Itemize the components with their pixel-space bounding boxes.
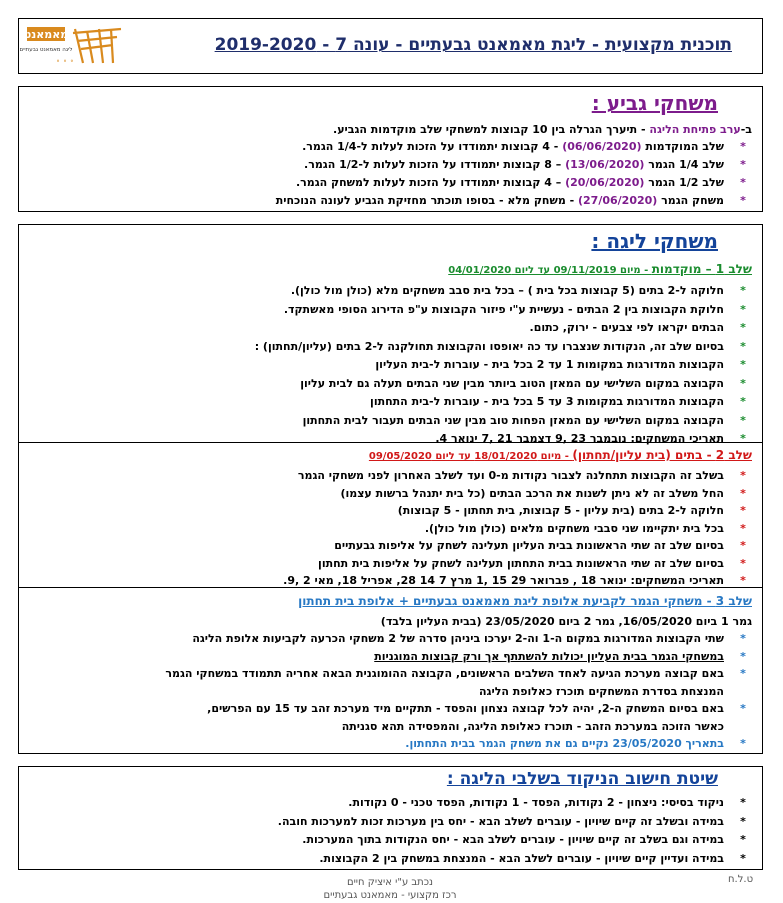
list-item: הקבוצה במקום השלישי עם המאזן הטוב ביותר מבין שני הבתים תעלה גם לבית עליון — [300, 376, 724, 390]
list-item: הקבוצות המדורגות במקומות 1 עד 2 בכל בית - עוברות ל-בית העליון — [375, 358, 724, 371]
list-item: תאריכי המשחקים: ינואר 18 , פברואר 29 15 ,1 מרץ 7 14 28, אפריל 18, מאי 2 ,9. — [283, 574, 724, 587]
bullet: * — [740, 814, 746, 828]
cup-section — [18, 86, 763, 212]
list-item: ניקוד בסיסי: ניצחון - 2 נקודות, הפסד - 1 נקודות, הפסד טכני - 0 נקודות. — [348, 796, 724, 809]
stage3-finals-line: גמר 1 ביום 16/05/2020, גמר 2 ביום 23/05/2020 (בבית העליון בלבד) — [380, 615, 752, 628]
cup-row-text: – 4 קבוצות יתמודדו על הזכות לעלות למשחק הגמר. — [295, 176, 566, 189]
cup-row — [302, 138, 724, 155]
list-item: בכל בית יתקיימו שני סבבי משחקים מלאים (כולן מול כולן). — [424, 521, 724, 535]
list-item: במידה וגם בשלב זה קיים שיויון - עוברים לשלב הבא - יחס הנקודות בתוך המערכות. — [302, 833, 724, 846]
cup-intro-highlight: ערב פתיחת הליגה — [649, 123, 741, 136]
list-item: הבתים יקראו לפי צבעים - ירוק, כתום. — [529, 321, 724, 334]
bullet: * — [740, 521, 746, 535]
cup-row-text: - 4 קבוצות יתמודדו על הזכות לעלות ל-1/4 הגמר. — [302, 140, 563, 153]
scoring-heading: שיטת חישוב הניקוד בשלבי הליגה : — [446, 769, 718, 789]
bullet: * — [740, 302, 746, 316]
bullet: * — [740, 649, 746, 663]
cup-intro-text: - תיערך הגרלה בין 10 קבוצות למשחקי שלב מוקדמות הגביע. — [333, 123, 650, 136]
bullet: * — [740, 556, 746, 570]
list-item: באם בסיום המשחק ה-2, יהיה לכל קבוצה נצחון והפסד - תתקיים מיד מערכת זהב עד 15 עם הפרשים, — [207, 702, 724, 715]
cup-row-stage: שלב 1/2 הגמר — [644, 176, 724, 189]
stage2-title-line — [369, 447, 752, 464]
footer-signoff: ט.ל.ח — [728, 874, 754, 885]
stage3-title: שלב 3 - משחקי הגמר לקביעת אלופת ליגת מאמאנט גבעתיים + אלופת בית תחתון — [298, 594, 752, 608]
list-item: חלוקה ל-2 בתים (5 קבוצות בכל בית ) – בכל בית סבב משחקים מלא (כולן מול כולן). — [290, 284, 724, 297]
bullet: * — [740, 469, 746, 482]
list-item: חלוקה ל-2 בתים (בית עליון - 5 קבוצות, בית תחתון - 5 קבוצות) — [397, 504, 724, 517]
list-item: תאריכי המשחקים: נובמבר 23 ,9 דצמבר 21 ,7 ינואר 4. — [435, 432, 724, 445]
list-item: כאשר הזוכה במערכת הזהב - תוכרז כאלופת הליגה, והמפסידה תהא סגניתה — [341, 719, 724, 733]
footer-role: רכז מקצועי - מאמאנט גבעתיים — [323, 890, 457, 901]
bullet: * — [740, 358, 746, 371]
bullet: * — [740, 667, 746, 680]
page-title: תוכנית מקצועית - ליגת מאמאנט גבעתיים - עונה 7 - 2019-2020 — [214, 35, 732, 55]
cup-row — [304, 156, 724, 173]
bullet: * — [740, 702, 746, 715]
list-item: המנצחת בסדרת המשחקים תוכרז כאלופת הליגה — [479, 684, 724, 698]
bullet: * — [740, 339, 746, 353]
logo-subtext: ליגה מאמאנט גבעתיים — [19, 47, 73, 53]
cup-row-text: - משחק מלא - בסופו תוכתר מחזיקת הגביע לעונה הנוכחית — [275, 194, 578, 207]
divider — [19, 587, 762, 588]
list-item: בתאריך 23/05/2020 נקיים גם את משחק הגמר בבית התחתון. — [405, 737, 724, 750]
bullet: * — [740, 833, 746, 846]
cup-row — [296, 174, 724, 191]
logo — [19, 23, 125, 69]
list-item: באם קבוצה מערכת הגיעה לאחד השלבים הראשונים, הקבוצה ההומוגנית הבאה אחריה תתמודד במשחקי הגמר — [165, 667, 724, 680]
cup-row-stage: משחק הגמר — [657, 194, 724, 207]
bullet: * — [740, 395, 746, 408]
cup-row-date: (27/06/2020) — [578, 194, 658, 207]
bullet: * — [740, 737, 746, 750]
cup-row-text: – 8 קבוצות יתמודדו על הזכות לעלות ל-1/2 הגמר. — [304, 158, 566, 171]
stage1-dates: - מיום 09/11/2019 עד ליום 04/01/2020 — [448, 265, 652, 276]
bullet: * — [740, 413, 746, 427]
svg-text:⚬ ⚬ ⚬: ⚬ ⚬ ⚬ — [55, 58, 75, 65]
bullet: * — [740, 504, 746, 517]
bullet: * — [740, 158, 746, 171]
bullet: * — [740, 140, 746, 153]
bullet: * — [740, 176, 746, 189]
bullet: * — [740, 574, 746, 587]
footer-credit — [300, 876, 480, 902]
stage2-dates: - מיום 18/01/2020 עד ליום 09/05/2020 — [368, 451, 573, 462]
cup-row-stage: שלב המוקדמות — [641, 140, 724, 153]
bullet: * — [740, 321, 746, 334]
header-box — [18, 18, 763, 74]
stage3-title-line — [298, 593, 752, 610]
bullet: * — [740, 284, 746, 297]
bullet: * — [740, 432, 746, 445]
list-item: במשחקי הגמר בבית העליון יכולות להשתתף אך ורק קבוצות המוגניות — [374, 649, 724, 663]
cup-row-stage: שלב 1/4 הגמר — [644, 158, 724, 171]
list-item: הקבוצה במקום השלישי עם המאזן הפחות טוב מבין שני הבתים תעבור לבית התחתון — [302, 413, 724, 427]
bullet: * — [740, 632, 746, 645]
list-item: בסיום שלב זה, הנקודות שנצברו עד כה יאופסו והקבוצות תחולקנה ל-2 בתים (עליון/תחתון) : — [254, 339, 724, 353]
list-item: במידה ובשלב זה קיים שיויון - עוברים לשלב הבא - יחס בין מערכות זכות למערכות חובה. — [277, 814, 724, 828]
cup-heading: משחקי גביע : — [591, 91, 718, 115]
cup-intro — [333, 121, 752, 138]
list-item: בשלב זה הקבוצות תתחלנה לצבור נקודות מ-0 ועד לשלב האחרון לפני משחקי הגמר — [297, 469, 724, 482]
list-item: חלוקת הקבוצות בין 2 הבתים - נעשיית ע"י פיזור הקבוצות ע"פ הדירוג הסופי מאשתקד. — [283, 302, 724, 316]
cup-intro-prefix: ב- — [740, 123, 752, 136]
list-item: במידה ועדיין קיים שיויון - עוברים לשלב הבא - המנצחת במשחק בין 2 הקבוצות. — [319, 851, 724, 865]
league-heading: משחקי ליגה : — [591, 229, 718, 253]
bullet: * — [740, 486, 746, 500]
list-item: בסיום שלב זה שתי הראשונות בבית העליון תעלינה לשחק על אליפות גבעתיים — [334, 539, 724, 552]
bullet: * — [740, 851, 746, 865]
list-item: בסיום שלב זה שתי הראשונות בבית התחתון תעלינה לשחק על אליפות בית תחתון — [318, 556, 724, 570]
cup-row — [276, 192, 724, 209]
scoring-section — [18, 766, 763, 870]
stage1-title: שלב 1 – מוקדמות — [651, 262, 752, 276]
logo-text: מאמאנט — [23, 28, 69, 41]
list-item: הקבוצות המדורגות במקומות 3 עד 5 בכל בית - עוברות ל-בית התחתון — [370, 395, 724, 408]
cup-row-date: (20/06/2020) — [565, 176, 645, 189]
bullet: * — [740, 796, 746, 809]
bullet: * — [740, 194, 746, 207]
list-item: החל משלב זה לא ניתן לשנות את הרכב הבתים (כל בית יתנהל ברשות עצמו) — [340, 486, 724, 500]
footer-author: נכתב ע"י איציק חיים — [346, 877, 434, 888]
stage1-title-line — [448, 261, 752, 278]
bullet: * — [740, 539, 746, 552]
league-section — [18, 224, 763, 754]
divider — [19, 442, 762, 443]
stage2-title: שלב 2 - בתים (בית עליון/תחתון) — [572, 448, 752, 462]
bullet: * — [740, 376, 746, 390]
list-item: שתי הקבוצות המדורגות במקום ה-1 וה-2 יערכו ביניהן סדרה של 2 משחקי הכרעה לקביעות אלופת הליגה — [192, 632, 724, 645]
cup-row-date: (13/06/2020) — [565, 158, 645, 171]
cup-row-date: (06/06/2020) — [562, 140, 642, 153]
